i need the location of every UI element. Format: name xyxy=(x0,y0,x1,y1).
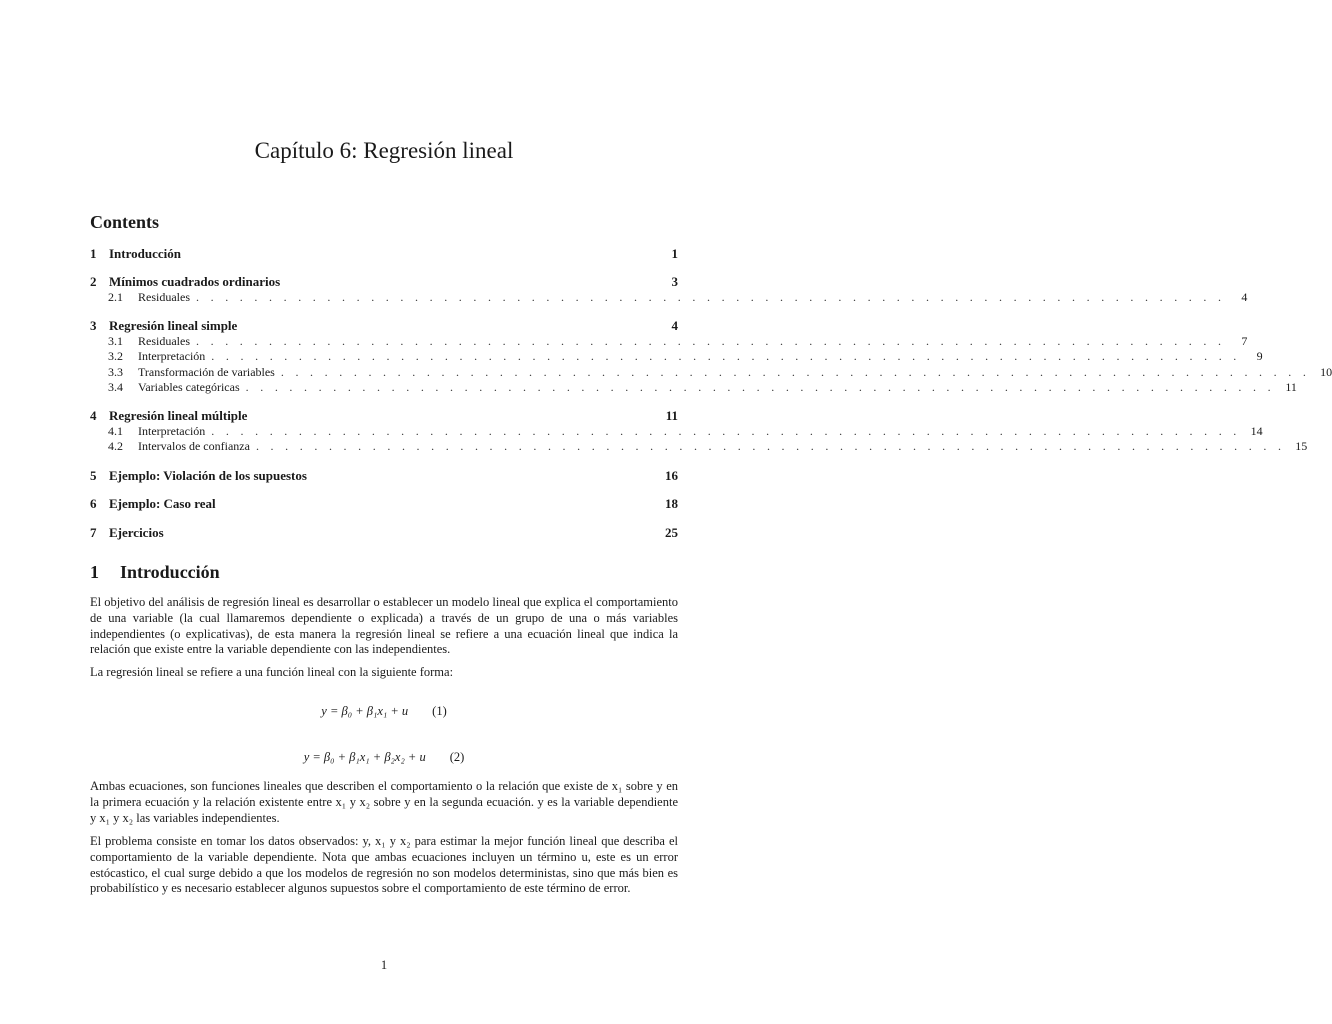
toc-entry-title: Mínimos cuadrados ordinarios xyxy=(109,274,281,289)
toc-entry-page: 9 xyxy=(1256,349,1263,363)
toc-entry-title: Introducción xyxy=(109,246,181,261)
toc-leader-dots: . . . . . . . . . . . . . . . . . . . . . . . . . . . . . . . . . . . . . . . . . . . . . . . . . . . . . . . . . . . . . . . . . . . . . . . xyxy=(196,334,1226,348)
toc-subentry[interactable] xyxy=(108,334,1248,349)
toc-entry-title: Interpretación xyxy=(138,424,206,438)
toc-entry-number: 3.4 xyxy=(108,380,123,394)
toc-subentry[interactable] xyxy=(108,439,1308,454)
section-title: Introducción xyxy=(120,562,220,582)
toc-entry-number: 5 xyxy=(90,468,97,483)
equation xyxy=(0,704,768,719)
toc-entry-page: 11 xyxy=(1285,380,1297,394)
toc-entry-page: 4 xyxy=(671,318,678,333)
toc-entry-page: 25 xyxy=(665,525,678,540)
toc-entry-page: 1 xyxy=(671,246,678,261)
toc-entry[interactable] xyxy=(90,525,678,540)
toc-entry-page: 15 xyxy=(1295,439,1308,453)
toc-subentry[interactable] xyxy=(108,365,1332,380)
toc-entry-number: 4.1 xyxy=(108,424,123,438)
toc-entry-title: Variables categóricas xyxy=(138,380,240,394)
toc-entry-page: 14 xyxy=(1250,424,1263,438)
toc-leader-dots: . . . . . . . . . . . . . . . . . . . . . . . . . . . . . . . . . . . . . . . . . . . . . . . . . . . . . . . . . . . . . . . . . . . . . . . xyxy=(255,439,1286,453)
toc-leader-dots: . . . . . . . . . . . . . . . . . . . . . . . . . . . . . . . . . . . . . . . . . . . . . . . . . . . . . . . . . . . . . . . . . . . . . . . xyxy=(211,424,1241,438)
toc-subentry[interactable] xyxy=(108,380,1297,395)
toc-entry-number: 3 xyxy=(90,318,97,333)
toc-entry-number: 3.3 xyxy=(108,365,123,379)
toc-entry[interactable] xyxy=(90,274,678,289)
section-number: 1 xyxy=(90,562,99,582)
toc-subentry[interactable] xyxy=(108,424,1263,439)
toc-entry-number: 4.2 xyxy=(108,439,123,453)
toc-entry-title: Residuales xyxy=(138,290,190,304)
equation-number: (1) xyxy=(432,704,447,718)
toc-entry[interactable] xyxy=(90,468,678,483)
toc-entry-number: 7 xyxy=(90,525,97,540)
toc-leader-dots: . . . . . . . . . . . . . . . . . . . . . . . . . . . . . . . . . . . . . . . . . . . . . . . . . . . . . . . . . . . . . . . . . . . . . . . xyxy=(211,349,1241,363)
toc-subentry[interactable] xyxy=(108,290,1248,305)
toc-entry-title: Regresión lineal múltiple xyxy=(109,408,248,423)
paragraph: La regresión lineal se refiere a una función lineal con la siguiente forma: xyxy=(90,665,454,679)
toc-entry-page: 11 xyxy=(665,408,678,423)
toc-entry-title: Ejemplo: Violación de los supuestos xyxy=(109,468,307,483)
toc-entry-title: Intervalos de confianza xyxy=(138,439,250,453)
toc-entry-page: 16 xyxy=(665,468,678,483)
equation-body: y = β₀ + β₁x₁ + u xyxy=(321,704,409,718)
toc-entry-number: 3.1 xyxy=(108,334,123,348)
equation xyxy=(0,750,768,765)
toc-entry-page: 4 xyxy=(1241,290,1248,304)
section-heading xyxy=(90,562,220,583)
toc-entry-number: 3.2 xyxy=(108,349,123,363)
toc-entry-title: Residuales xyxy=(138,334,190,348)
toc-entry-title: Regresión lineal simple xyxy=(109,318,238,333)
toc-entry-title: Ejercicios xyxy=(109,525,164,540)
toc-entry-number: 2 xyxy=(90,274,97,289)
paragraph: Ambas ecuaciones, son funciones lineales que describen el comportamiento o la relación que existe de x₁ sobre y en la primera ecuación y la relación existente entre x₁ y x₂ sobre y en la segunda ecuación. y es la variable dependiente y x₁ y x₂ las variables independientes. xyxy=(90,779,678,825)
toc-leader-dots: . . . . . . . . . . . . . . . . . . . . . . . . . . . . . . . . . . . . . . . . . . . . . . . . . . . . . . . . . . . . . . . . . . . . . . . xyxy=(280,365,1311,379)
toc-leader-dots: . . . . . . . . . . . . . . . . . . . . . . . . . . . . . . . . . . . . . . . . . . . . . . . . . . . . . . . . . . . . . . . . . . . . . . . xyxy=(245,380,1275,394)
toc-subentry[interactable] xyxy=(108,349,1263,364)
toc-entry[interactable] xyxy=(90,246,678,261)
toc-entry-page: 7 xyxy=(1241,334,1248,348)
toc-entry-number: 4 xyxy=(90,408,97,423)
toc-entry[interactable] xyxy=(90,408,678,423)
toc-entry-title: Interpretación xyxy=(138,349,206,363)
toc-entry-number: 1 xyxy=(90,246,97,261)
chapter-title: Capítulo 6: Regresión lineal xyxy=(254,138,514,163)
contents-heading: Contents xyxy=(90,212,160,232)
toc-entry[interactable] xyxy=(90,496,678,511)
toc-entry-title: Transformación de variables xyxy=(138,365,275,379)
toc-entry[interactable] xyxy=(90,318,678,333)
toc-entry-page: 10 xyxy=(1320,365,1332,379)
toc-entry-title: Ejemplo: Caso real xyxy=(109,496,216,511)
paragraph: El problema consiste en tomar los datos observados: y, x₁ y x₂ para estimar la mejor función lineal que describa el comportamiento de la variable dependiente. Nota que ambas ecuaciones incluyen un término u, este es un error estócastico, el cual surge debido a que los modelos de regresión no son modelos deterministas, sino que más bien es probabilístico y es necesario establecer algunos supuestos sobre el comportamiento de este término de error. xyxy=(90,834,678,896)
toc-entry-page: 3 xyxy=(671,274,678,289)
toc-entry-page: 18 xyxy=(665,496,678,511)
toc-leader-dots: . . . . . . . . . . . . . . . . . . . . . . . . . . . . . . . . . . . . . . . . . . . . . . . . . . . . . . . . . . . . . . . . . . . . . . . xyxy=(196,290,1226,304)
page-number: 1 xyxy=(380,958,388,972)
equation-body: y = β₀ + β₁x₁ + β₂x₂ + u xyxy=(303,750,426,764)
paragraph: El objetivo del análisis de regresión lineal es desarrollar o establecer un modelo lineal que explica el comportamiento de una variable (la cual llamaremos dependiente o explicada) a través de un grupo de una o más variables independientes (o explicativas), de esta manera la regresión lineal se refiere a una ecuación lineal que indica la relación que existe entre la variable dependiente con las independientes. xyxy=(90,595,678,657)
toc-entry-number: 2.1 xyxy=(108,290,123,304)
equation-number: (2) xyxy=(449,750,465,764)
toc-entry-number: 6 xyxy=(90,496,97,511)
